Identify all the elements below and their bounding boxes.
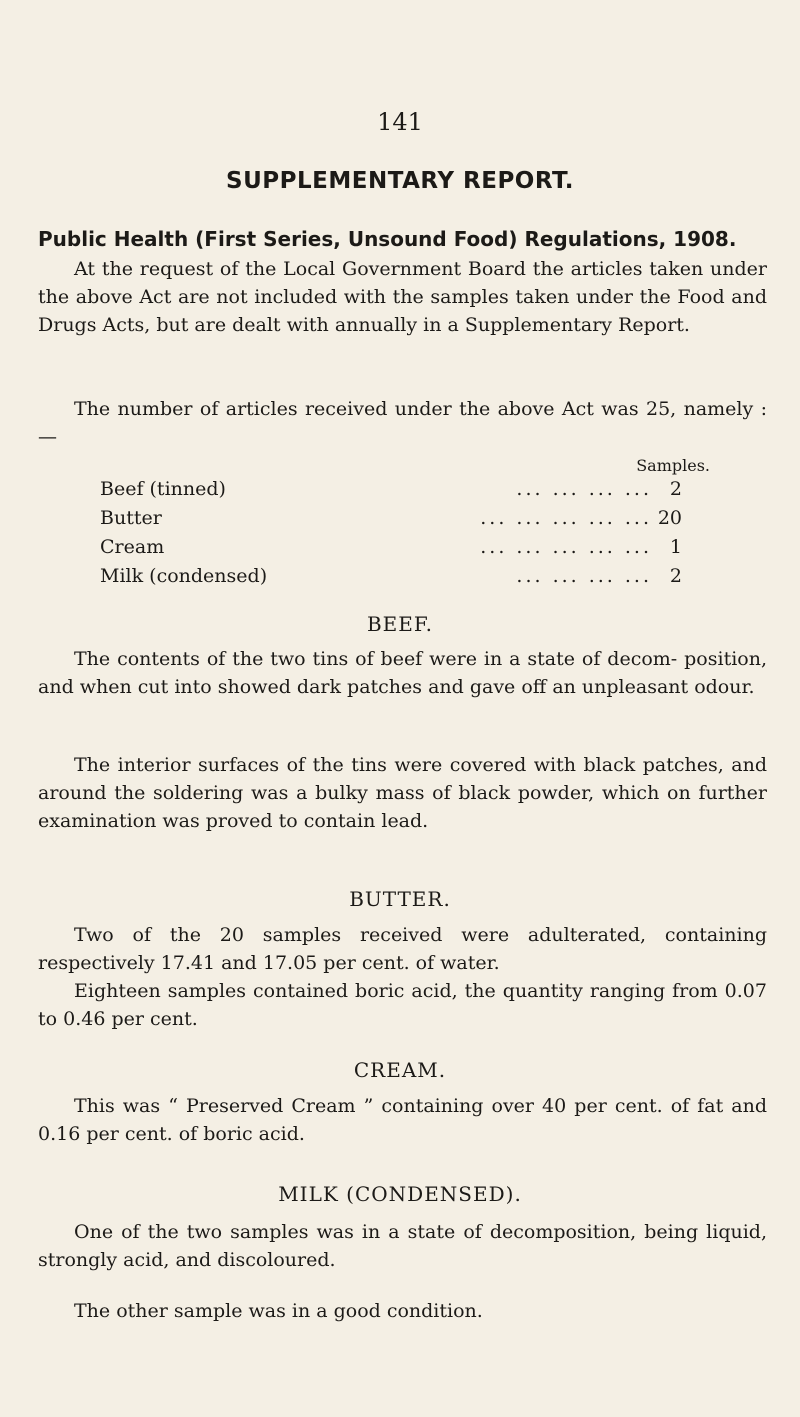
cream-paragraph-1: This was “ Preserved Cream ” containing over 40 per cent. of fat and 0.16 per cent. of boric acid.	[38, 1095, 767, 1145]
butter-heading: BUTTER.	[349, 887, 451, 911]
sample-name: Milk (condensed)	[100, 565, 268, 587]
sample-count: 20	[657, 507, 682, 529]
beef-paragraph-2: The interior surfaces of the tins were covered with black patches, and around the soldering was a bulky mass of black powder, which on further examination was proved to contain lead.	[38, 754, 767, 832]
sample-row-cream	[100, 536, 682, 565]
samples-table	[100, 478, 682, 594]
leader-dots: ... ... ... ...	[516, 478, 652, 500]
beef-heading: BEEF.	[366, 612, 433, 636]
cream-heading: CREAM.	[353, 1058, 447, 1082]
milk-paragraph-2: The other sample was in a good condition.	[74, 1300, 483, 1322]
beef-paragraph-1: The contents of the two tins of beef were in a state of decom- position, and when cut into showed dark patches and gave off an unpleasant odour.	[38, 648, 767, 698]
sample-count: 1	[669, 536, 682, 558]
leader-dots: ... ... ... ... ...	[480, 536, 652, 558]
leader-dots: ... ... ... ... ...	[480, 507, 652, 529]
sample-row-butter	[100, 507, 682, 536]
intro-paragraph: At the request of the Local Government Board the articles taken under the above Act are not included with the samples taken under the Food and Drugs Acts, but are dealt with annually in a Supplementary Report.	[38, 258, 767, 336]
milk-heading: MILK (CONDENSED).	[278, 1182, 522, 1206]
sample-row-beef	[100, 478, 682, 507]
number-paragraph: The number of articles received under the above Act was 25, namely :—	[38, 398, 767, 448]
samples-column-header: Samples.	[636, 456, 710, 475]
regulations-heading: Public Health (First Series, Unsound Food) Regulations, 1908.	[38, 227, 737, 251]
sample-name: Butter	[100, 507, 162, 529]
milk-paragraph-1: One of the two samples was in a state of decomposition, being liquid, strongly acid, and discoloured.	[38, 1221, 767, 1271]
butter-paragraph-1: Two of the 20 samples received were adulterated, containing respectively 17.41 and 17.05 per cent. of water.	[38, 924, 767, 974]
sample-count: 2	[669, 565, 682, 587]
leader-dots: ... ... ... ...	[516, 565, 652, 587]
page-number: 141	[377, 108, 423, 136]
sample-count: 2	[669, 478, 682, 500]
sample-name: Beef (tinned)	[100, 478, 226, 500]
sample-row-milk	[100, 565, 682, 594]
butter-paragraph-2: Eighteen samples contained boric acid, the quantity ranging from 0.07 to 0.46 per cent.	[38, 980, 767, 1030]
report-title: SUPPLEMENTARY REPORT.	[226, 168, 574, 194]
sample-name: Cream	[100, 536, 165, 558]
